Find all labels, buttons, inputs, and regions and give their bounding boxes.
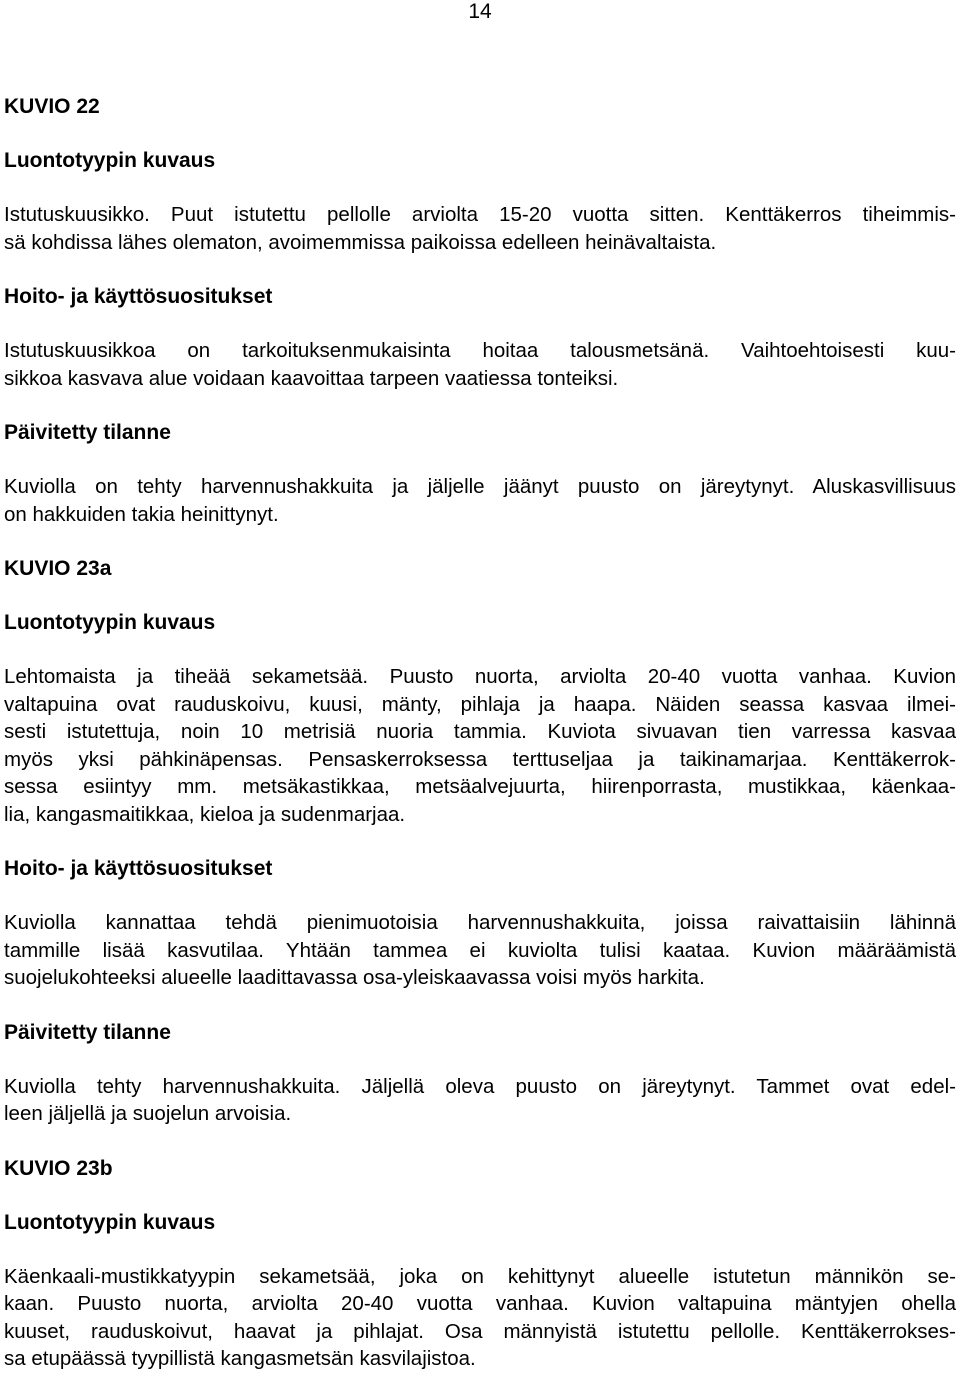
paivitetty-tilanne-paragraph [4,473,956,528]
paivitetty-tilanne-paragraph [4,1073,956,1128]
page-number: 14 [468,0,492,23]
paragraph-line: Istutuskuusikko. Puut istutettu pellolle arviolta 15-20 vuotta sitten. Kenttäkerros tiheimmis- [4,203,956,226]
luontotyypin-kuvaus-paragraph [4,1263,956,1373]
paragraph-line: leen jäljellä ja suojelun arvoisia. [4,1102,292,1125]
section-kuvio-22 [4,93,956,528]
hoito-heading: Hoito- ja käyttösuositukset [4,857,273,880]
section-kuvio-23a [4,555,956,1128]
paragraph-line: Käenkaali-mustikkatyypin sekametsää, joka on kehittynyt alueelle istutetun männikön se- [4,1264,956,1288]
paragraph-line: kaan. Puusto nuorta, arviolta 20-40 vuotta vanhaa. Kuvion valtapuina mäntyjen ohella [4,1292,956,1315]
paragraph-line: myös yksi pähkinäpensas. Pensaskerroksessa terttuseljaa ja taikinamarjaa. Kenttäkerrok- [4,747,956,771]
paragraph-line: sa etupäässä tyypillistä kangasmetsän kasvilajistoa. [4,1347,476,1370]
paragraph-line: sessa esiintyy mm. metsäkastikkaa, metsäalvejuurta, hiirenporrasta, mustikkaa, käenkaa- [4,775,956,798]
hoito-paragraph [4,909,956,992]
paragraph-line: tammille lisää kasvutilaa. Yhtään tammea ei kuviolta tulisi kaataa. Kuvion määräämistä [4,938,956,962]
hoito-heading: Hoito- ja käyttösuositukset [4,285,273,308]
paragraph-line: sesti istutettuja, noin 10 metrisiä nuoria tammia. Kuviota sivuavan tien varressa kasvaa [4,720,956,743]
paragraph-line: Kuviolla on tehty harvennushakkuita ja jäljelle jäänyt puusto on järeytynyt. Aluskasvillisuus [4,475,956,498]
paragraph-line: on hakkuiden takia heinittynyt. [4,502,279,526]
paragraph-line: kuuset, rauduskoivut, haavat ja pihlajat. Osa männyistä istutettu pellolle. Kenttäkerrokses- [4,1319,956,1343]
section-kuvio-23b [4,1155,956,1373]
kuvio-title: KUVIO 23b [4,1156,113,1180]
paragraph-line: sikkoa kasvava alue voidaan kaavoittaa tarpeen vaatiessa tonteiksi. [4,366,619,390]
luontotyypin-kuvaus-paragraph [4,663,956,828]
paragraph-line: lia, kangasmaitikkaa, kieloa ja sudenmarjaa. [4,802,406,826]
paragraph-line: Istutuskuusikkoa on tarkoituksenmukaisinta hoitaa talousmetsänä. Vaihtoehtoisesti kuu- [4,339,956,362]
paragraph-line: suojelukohteeksi alueelle laadittavassa osa-yleiskaavassa voisi myös harkita. [4,966,705,989]
paragraph-line: valtapuina ovat rauduskoivu, kuusi, mänty, pihlaja ja haapa. Näiden seassa kasvaa ilmei- [4,692,956,716]
paragraph-line: sä kohdissa lähes olematon, avoimemmissa paikoissa edelleen heinävaltaista. [4,230,717,254]
luontotyypin-kuvaus-heading: Luontotyypin kuvaus [4,1210,216,1234]
kuvio-title: KUVIO 23a [4,557,112,580]
luontotyypin-kuvaus-heading: Luontotyypin kuvaus [4,611,216,634]
kuvio-title: KUVIO 22 [4,95,100,118]
paivitetty-tilanne-heading: Päivitetty tilanne [4,1020,171,1044]
paragraph-line: Kuviolla kannattaa tehdä pienimuotoisia harvennushakkuita, joissa raivattaisiin lähinnä [4,911,956,934]
document-body [4,93,956,1400]
luontotyypin-kuvaus-paragraph [4,201,956,256]
paragraph-line: Lehtomaista ja tiheää sekametsää. Puusto nuorta, arviolta 20-40 vuotta vanhaa. Kuvion [4,665,956,688]
paragraph-line: Kuviolla tehty harvennushakkuita. Jäljellä oleva puusto on järeytynyt. Tammet ovat edel- [4,1074,956,1098]
luontotyypin-kuvaus-heading: Luontotyypin kuvaus [4,149,216,172]
hoito-paragraph [4,337,956,392]
paivitetty-tilanne-heading: Päivitetty tilanne [4,421,171,444]
